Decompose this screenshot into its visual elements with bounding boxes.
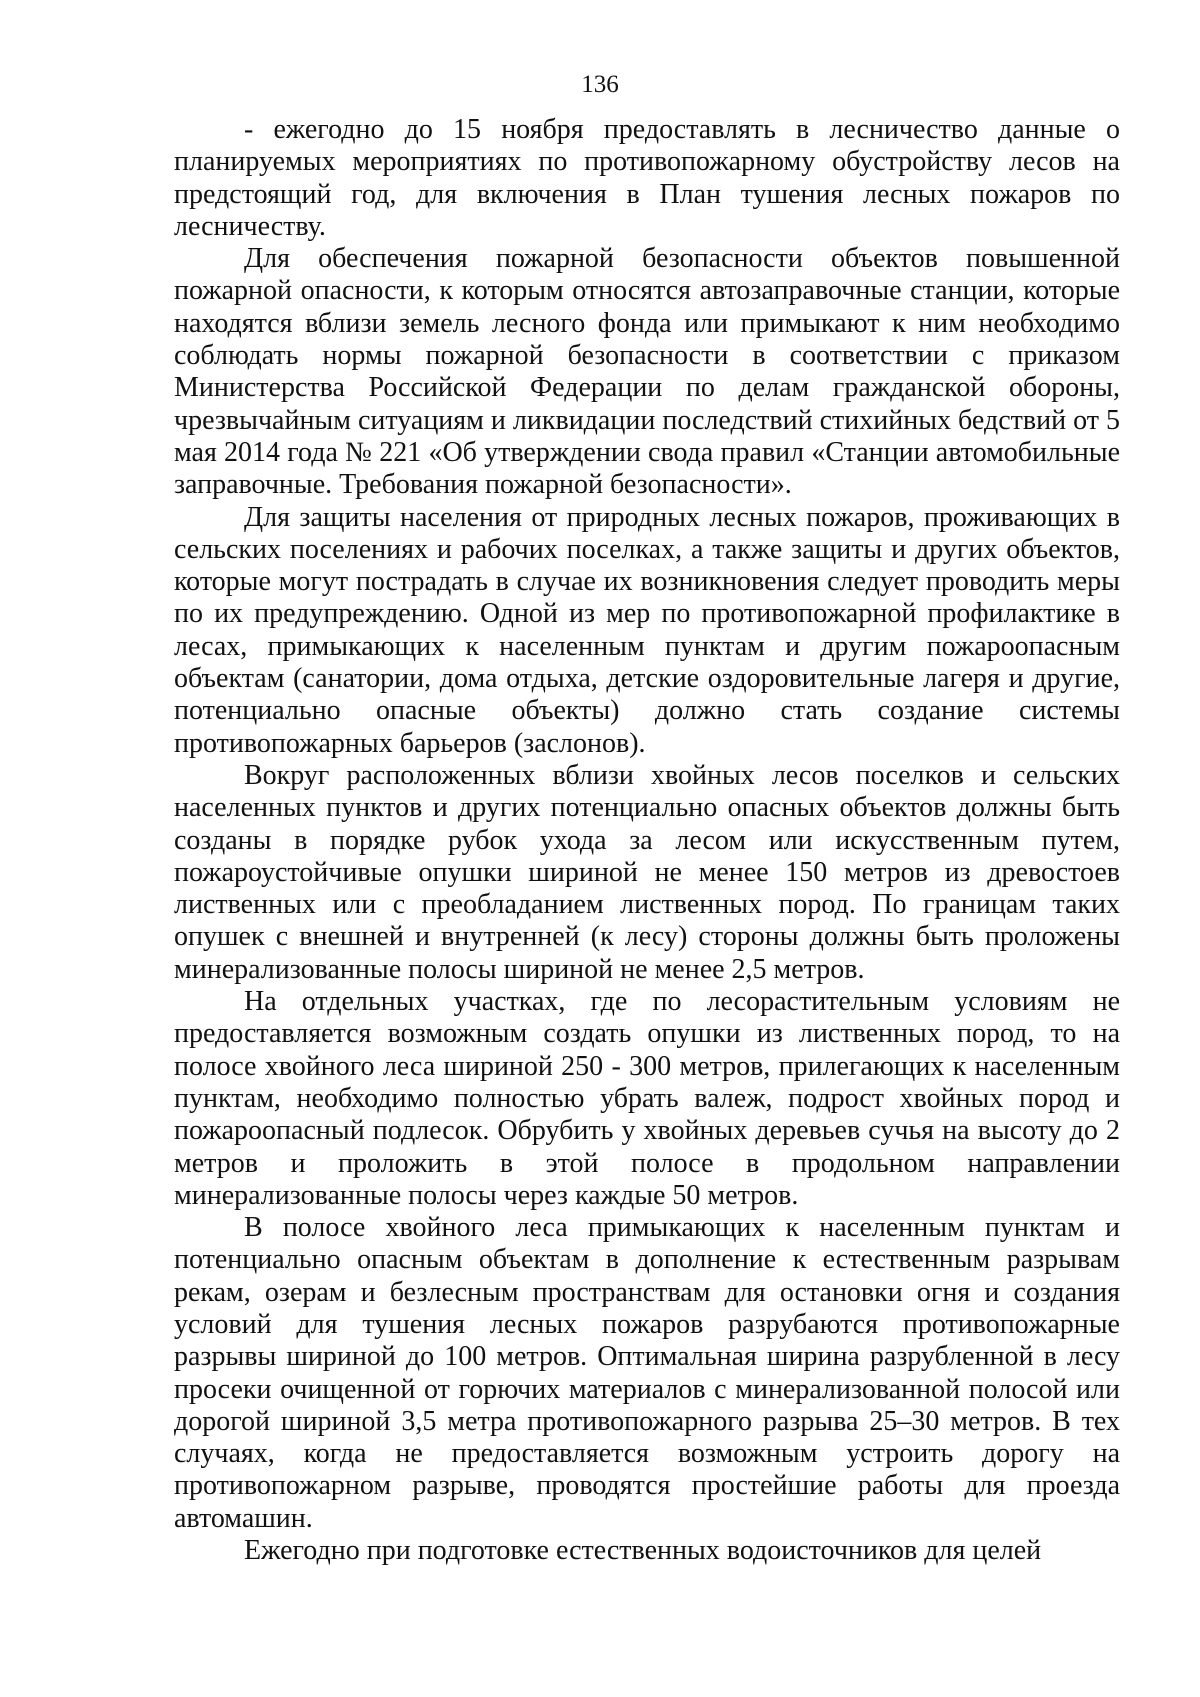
paragraph-fuel-station-safety: Для обеспечения пожарной безопасности объектов повышенной пожарной опасности, к которым относятся автозаправочные станции, которые находятся вблизи земель лесного фонда или примыкают к ним необходимо соблюдать нормы пожарной безопасности в соответствии с приказом Министерства Российской Федерации по делам гражданской обороны, чрезвычайным ситуациям и ликвидации последствий стихийных бедствий от 5 мая 2014 года № 221 «Об утверждении свода правил «Станции автомобильные заправочные. Требования пожарной безопасности». <box>174 243 1120 501</box>
paragraph-annual-planning: - ежегодно до 15 ноября предоставлять в лесничество данные о планируемых мероприятиях по противопожарному обустройству лесов на предстоящий год, для включения в План тушения лесных пожаров по лесничеству. <box>174 114 1120 242</box>
document-body <box>174 114 1120 1567</box>
paragraph-conifer-strip-clearing: На отдельных участках, где по лесорастительным условиям не предоставляется возможным создать опушки из лиственных пород, то на полосе хвойного леса шириной 250 - 300 метров, прилегающих к населенным пунктам, необходимо полностью убрать валеж, подрост хвойных пород и пожароопасный подлесок. Обрубить у хвойных деревьев сучья на высоту до 2 метров и проложить в этой полосе в продольном направлении минерализованные полосы через каждые 50 метров. <box>174 986 1120 1211</box>
paragraph-population-protection: Для защиты населения от природных лесных пожаров, проживающих в сельских поселениях и рабочих поселках, а также защиты и других объектов, которые могут пострадать в случае их возникновения следует проводить меры по их предупреждению. Одной из мер по противопожарной профилактике в лесах, примыкающих к населенным пунктам и другим пожароопасным объектам (санатории, дома отдыха, детские оздоровительные лагеря и другие, потенциально опасные объекты) должно стать создание системы противопожарных барьеров (заслонов). <box>174 501 1120 759</box>
paragraph-water-sources: Ежегодно при подготовке естественных водоисточников для целей <box>244 1535 1042 1567</box>
page-number: 136 <box>581 71 619 98</box>
paragraph-firebreaks: В полосе хвойного леса примыкающих к населенным пунктам и потенциально опасным объектам в дополнение к естественным разрывам рекам, озерам и безлесным пространствам для остановки огня и создания условий для тушения лесных пожаров разрубаются противопожарные разрывы шириной до 100 метров. Оптимальная ширина разрубленной в лесу просеки очищенной от горючих материалов с минерализованной полосой или дорогой шириной 3,5 метра противопожарного разрыва 25–30 метров. В тех случаях, когда не предоставляется возможным устроить дорогу на противопожарном разрыве, проводятся простейшие работы для проезда автомашин. <box>174 1212 1120 1534</box>
paragraph-fire-resistant-edges: Вокруг расположенных вблизи хвойных лесов поселков и сельских населенных пунктов и других потенциально опасных объектов должны быть созданы в порядке рубок ухода за лесом или искусственным путем, пожароустойчивые опушки шириной не менее 150 метров из древостоев лиственных или с преобладанием лиственных пород. По границам таких опушек с внешней и внутренней (к лесу) стороны должны быть проложены минерализованные полосы шириной не менее 2,5 метров. <box>174 759 1120 985</box>
